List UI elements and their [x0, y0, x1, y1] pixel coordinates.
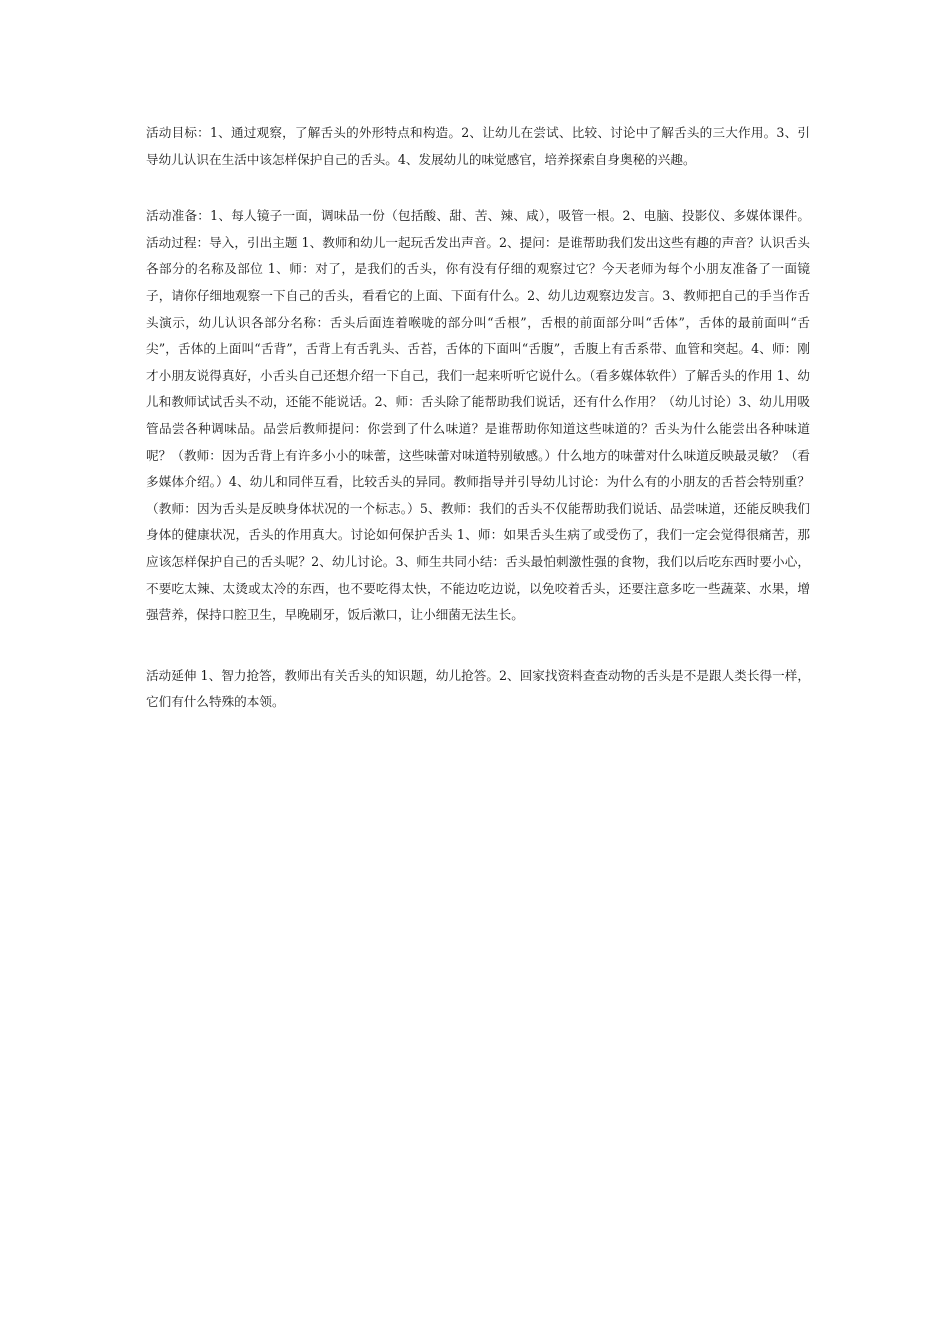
- activity-goals-paragraph: 活动目标：1、通过观察，了解舌头的外形特点和构造。2、让幼儿在尝试、比较、讨论中了解舌头的三大作用。3、引导幼儿认识在生活中该怎样保护自己的舌头。4、发展幼儿的味觉感官，培养探索自身奥秘的兴趣。: [146, 125, 810, 167]
- document-page: [146, 120, 810, 716]
- paragraph-spacer: [146, 629, 810, 663]
- activity-process-paragraph: 活动准备：1、每人镜子一面，调味品一份（包括酸、甜、苦、辣、咸），吸管一根。2、电脑、投影仪、多媒体课件。活动过程：导入，引出主题 1、教师和幼儿一起玩舌发出声音。2、提问：是谁帮助我们发出这些有趣的声音？认识舌头各部分的名称及部位 1、师：对了，是我们的舌头，你有没有仔细的观察过它？今天老师为每个小朋友准备了一面镜子，请你仔细地观察一下自己的舌头，看看它的上面、下面有什么。2、幼儿边观察边发言。3、教师把自己的手当作舌头演示，幼儿认识各部分名称：舌头后面连着喉咙的部分叫“舌根”，舌根的前面部分叫“舌体”，舌体的最前面叫“舌尖”，舌体的上面叫“舌背”，舌背上有舌乳头、舌苔，舌体的下面叫“舌腹”，舌腹上有舌系带、血管和突起。4、师：刚才小朋友说得真好，小舌头自己还想介绍一下自己，我们一起来听听它说什么。（看多媒体软件）了解舌头的作用 1、幼儿和教师试试舌头不动，还能不能说话。2、师：舌头除了能帮助我们说话，还有什么作用？（幼儿讨论）3、幼儿用吸管品尝各种调味品。品尝后教师提问：你尝到了什么味道？是谁帮助你知道这些味道的？舌头为什么能尝出各种味道呢？（教师：因为舌背上有许多小小的味蕾，这些味蕾对味道特别敏感。）什么地方的味蕾对什么味道反映最灵敏？（看多媒体介绍。）4、幼儿和同伴互看，比较舌头的异同。教师指导并引导幼儿讨论：为什么有的小朋友的舌苔会特别重？（教师：因为舌头是反映身体状况的一个标志。）5、教师：我们的舌头不仅能帮助我们说话、品尝味道，还能反映我们身体的健康状况，舌头的作用真大。讨论如何保护舌头 1、师：如果舌头生病了或受伤了，我们一定会觉得很痛苦，那应该怎样保护自己的舌头呢？2、幼儿讨论。3、师生共同小结：舌头最怕刺激性强的食物，我们以后吃东西时要小心，不要吃太辣、太烫或太冷的东西，也不要吃得太快，不能边吃边说，以免咬着舌头，还要注意多吃一些蔬菜、水果，增强营养，保持口腔卫生，早晚刷牙，饭后漱口，让小细菌无法生长。: [146, 208, 810, 623]
- activity-extension-paragraph: 活动延伸 1、智力抢答，教师出有关舌头的知识题，幼儿抢答。2、回家找资料查查动物的舌头是不是跟人类长得一样，它们有什么特殊的本领。: [146, 667, 810, 710]
- paragraph-spacer: [146, 173, 810, 203]
